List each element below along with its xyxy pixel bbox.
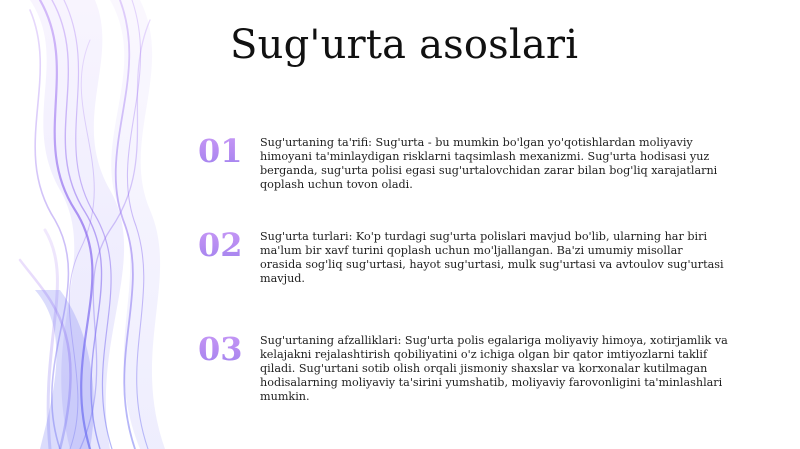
item-text: Sug'urtaning afzalliklari: Sug'urta polis egalariga moliyaviy himoya, xotirjamlik va kelajakni rejalashtirish qobiliyatini o'z ichiga olgan bir qator imtiyozlarni taklif qiladi. Sug'urtani sotib olish orqali jismoniy shaxslar va korxonalar kutilmagan hodisalarning moliyaviy ta'sirini yumshatib, moliyaviy farovonligini ta'minlashlari mumkin.	[260, 334, 728, 403]
item-text: Sug'urta turlari: Ko'p turdagi sug'urta polislari mavjud bo'lib, ularning har biri ma'lum bir xavf turini qoplash uchun mo'ljallangan. Ba'zi umumiy misollar orasida sog'liq sug'urtasi, hayot sug'urtasi, mulk sug'urtasi va avtoulov sug'urtasi mavjud.	[260, 230, 724, 285]
item-number: 03	[198, 330, 243, 368]
item-number: 01	[198, 132, 243, 170]
slide-title: Sug'urta asoslari	[230, 22, 579, 68]
decorative-smoke-ribbon	[0, 0, 200, 449]
item-text: Sug'urtaning ta'rifi: Sug'urta - bu mumkin bo'lgan yo'qotishlardan moliyaviy himoyani ta'minlaydigan risklarni taqsimlash mexanizmi. Sug'urta hodisasi yuz berganda, sug'urta polisi egasi sug'urtalovchidan zarar bilan bog'liq xarajatlarni qoplash uchun tovon oladi.	[260, 136, 718, 191]
item-number: 02	[198, 226, 243, 264]
